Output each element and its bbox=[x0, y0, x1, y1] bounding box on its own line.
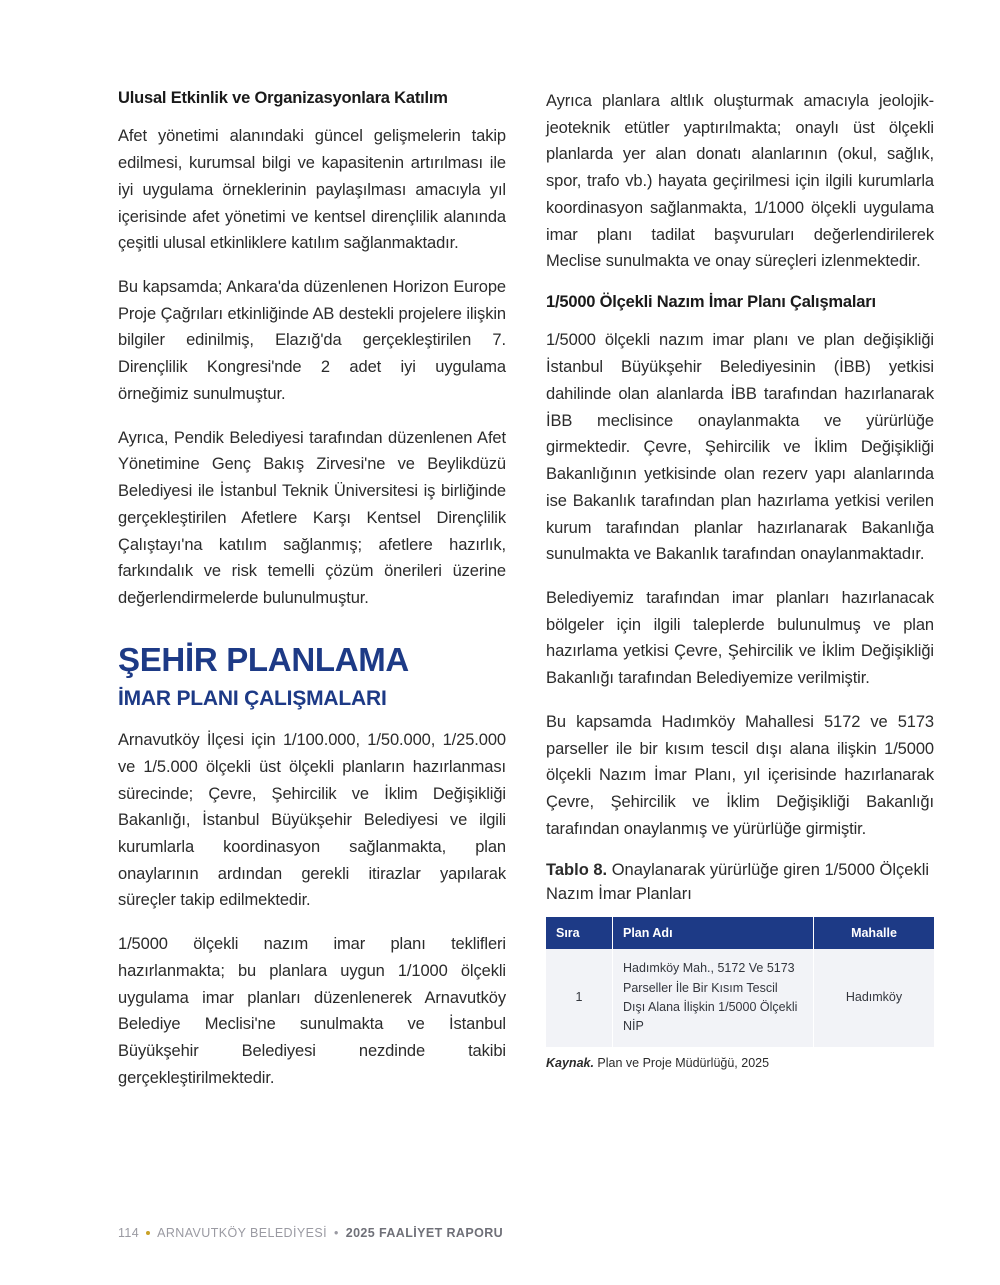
table-header-row bbox=[546, 917, 934, 949]
left-paragraph-3: Ayrıca, Pendik Belediyesi tarafından düzenlenen Afet Yönetimine Genç Bakış Zirvesi'ne ve Beylikdüzü Belediyesi ile İstanbul Teknik Üniversitesi iş birliğinde gerçekleştirilen Afetlere Karşı Kentsel Dirençlilik Çalıştayı'na katılım sağlanmış; afetlere hazırlık, farkındalık ve risk temelli çözüm önerileri üzerine değerlendirmelerde bulunulmuştur. bbox=[118, 428, 506, 607]
chapter-subtitle: İMAR PLANI ÇALIŞMALARI bbox=[118, 686, 387, 710]
chapter-title: ŞEHİR PLANLAMA bbox=[118, 640, 409, 678]
left-paragraph-1: Afet yönetimi alanındaki güncel gelişmelerin takip edilmesi, kurumsal bilgi ve kapasitenin artırılması ile iyi uygulama örneklerinin paylaşılması amacıyla yıl içerisinde afet yönetimi ve kentsel dirençlilik alanında çeşitli ulusal etkinliklere katılım sağlanmaktadır. bbox=[118, 127, 506, 253]
right-column bbox=[546, 88, 934, 1091]
footer-municipality: ARNAVUTKÖY BELEDİYESİ bbox=[157, 1226, 327, 1240]
footer-page-number: 114 bbox=[118, 1226, 140, 1240]
nip-table bbox=[546, 917, 934, 1047]
table-header bbox=[546, 917, 934, 949]
source-text: Plan ve Proje Müdürlüğü, 2025 bbox=[593, 1055, 770, 1070]
left-paragraph-2: Bu kapsamda; Ankara'da düzenlenen Horizon Europe Proje Çağrıları etkinliğinde AB destekli projelere ilişkin bilgiler edinilmiş, Elazığ'da gerçekleştirilen 7. Dirençlilik Kongresi'nde 2 adet iyi uygulama örneğimiz sunulmuştur. bbox=[118, 278, 506, 403]
two-column-layout bbox=[118, 88, 934, 1091]
source-label: Kaynak. bbox=[546, 1055, 594, 1070]
left-column bbox=[118, 88, 506, 1091]
table-cell-sira: 1 bbox=[546, 949, 613, 1047]
table-col-sira: Sıra bbox=[546, 917, 613, 949]
table-cell-plan-adi: Hadımköy Mah., 5172 Ve 5173 Parseller İle Bir Kısım Tescil Dışı Alana İlişkin 1/5000 Ölçekli NİP bbox=[613, 949, 814, 1047]
right-paragraph-2: 1/5000 ölçekli nazım imar planı ve plan değişikliği İstanbul Büyükşehir Belediyesinin (İBB) yetkisi dahilinde olan alanlarda İBB tarafından hazırlanarak İBB meclisince onaylanmakta ve yürürlüğe girmektedir. Çevre, Şehircilik ve İklim Değişikliği Bakanlığının yetkisinde olan rezerv yapı alanlarında ise Bakanlık tarafından plan hazırlama yetkisi verilen kurum tarafından planlar hazırlanarak Bakanlığa sunulmakta ve Bakanlık tarafından onaylanmaktadır. bbox=[546, 331, 934, 564]
table-row bbox=[546, 949, 934, 1047]
footer-separator: • bbox=[333, 1226, 339, 1240]
table-col-plan-adi: Plan Adı bbox=[613, 917, 814, 949]
page-footer bbox=[118, 1226, 503, 1240]
right-paragraph-1: Ayrıca planlara altlık oluşturmak amacıyla jeolojik-jeoteknik etütler yaptırılmakta; onaylı üst ölçekli planlarda yer alan donatı alanlarının (okul, sağlık, spor, trafo vb.) hayata geçirilmesi için ilgili kurumlarla koordinasyon sağlanmakta, 1/1000 ölçekli uygulama imar planı tadilat başvuruları değerlendirilerek Meclise sunulmakta ve onay süreçleri izlenmektedir. bbox=[546, 92, 934, 271]
bullet-dot-icon bbox=[146, 1231, 150, 1235]
left-section-heading: Ulusal Etkinlik ve Organizasyonlara Katılım bbox=[118, 89, 448, 107]
right-paragraph-4: Bu kapsamda Hadımköy Mahallesi 5172 ve 5173 parseller ile bir kısım tescil dışı alana ilişkin 1/5000 ölçekli Nazım İmar Planı, yıl içerisinde hazırlanarak Çevre, Şehircilik ve İklim Değişikliği Bakanlığı tarafından onaylanmış ve yürürlüğe girmiştir. bbox=[546, 712, 934, 838]
left-paragraph-4: Arnavutköy İlçesi için 1/100.000, 1/50.000, 1/25.000 ve 1/5.000 ölçekli üst ölçekli planların hazırlanması sürecinde; Çevre, Şehircilik ve İklim Değişikliği Bakanlığı, İstanbul Büyükşehir Belediyesi ve ilgili kurumlarla koordinasyon sağlanmakta, plan onaylarının ardından gerekli itirazlar yapılarak süreçler takip edilmektedir. bbox=[118, 731, 506, 910]
left-paragraph-5: 1/5000 ölçekli nazım imar planı teklifleri hazırlanmakta; bu planlara uygun 1/1000 ölçekli uygulama imar planları düzenlenerek Arnavutköy Belediye Meclisi'ne sunulmakta ve İstanbul Büyükşehir Belediyesi nezdinde takibi gerçekleştirilmektedir. bbox=[118, 935, 506, 1087]
table-caption-text: Onaylanarak yürürlüğe giren 1/5000 Ölçekli Nazım İmar Planları bbox=[546, 861, 930, 904]
table-cell-mahalle: Hadımköy bbox=[814, 949, 935, 1047]
table-caption-label: Tablo 8. bbox=[546, 861, 608, 880]
table-caption bbox=[546, 859, 934, 907]
table-body bbox=[546, 949, 934, 1047]
table-source-note bbox=[546, 1056, 934, 1070]
right-section-heading: 1/5000 Ölçekli Nazım İmar Planı Çalışmaları bbox=[546, 293, 876, 312]
table-col-mahalle: Mahalle bbox=[814, 917, 935, 949]
footer-report-title: 2025 FAALİYET RAPORU bbox=[345, 1226, 504, 1240]
right-paragraph-3: Belediyemiz tarafından imar planları hazırlanacak bölgeler için ilgili taleplerde bulunulmuş ve plan hazırlama yetkisi Çevre, Şehircilik ve İklim Değişikliği Bakanlığı tarafından Belediyemize verilmiştir. bbox=[546, 588, 934, 688]
